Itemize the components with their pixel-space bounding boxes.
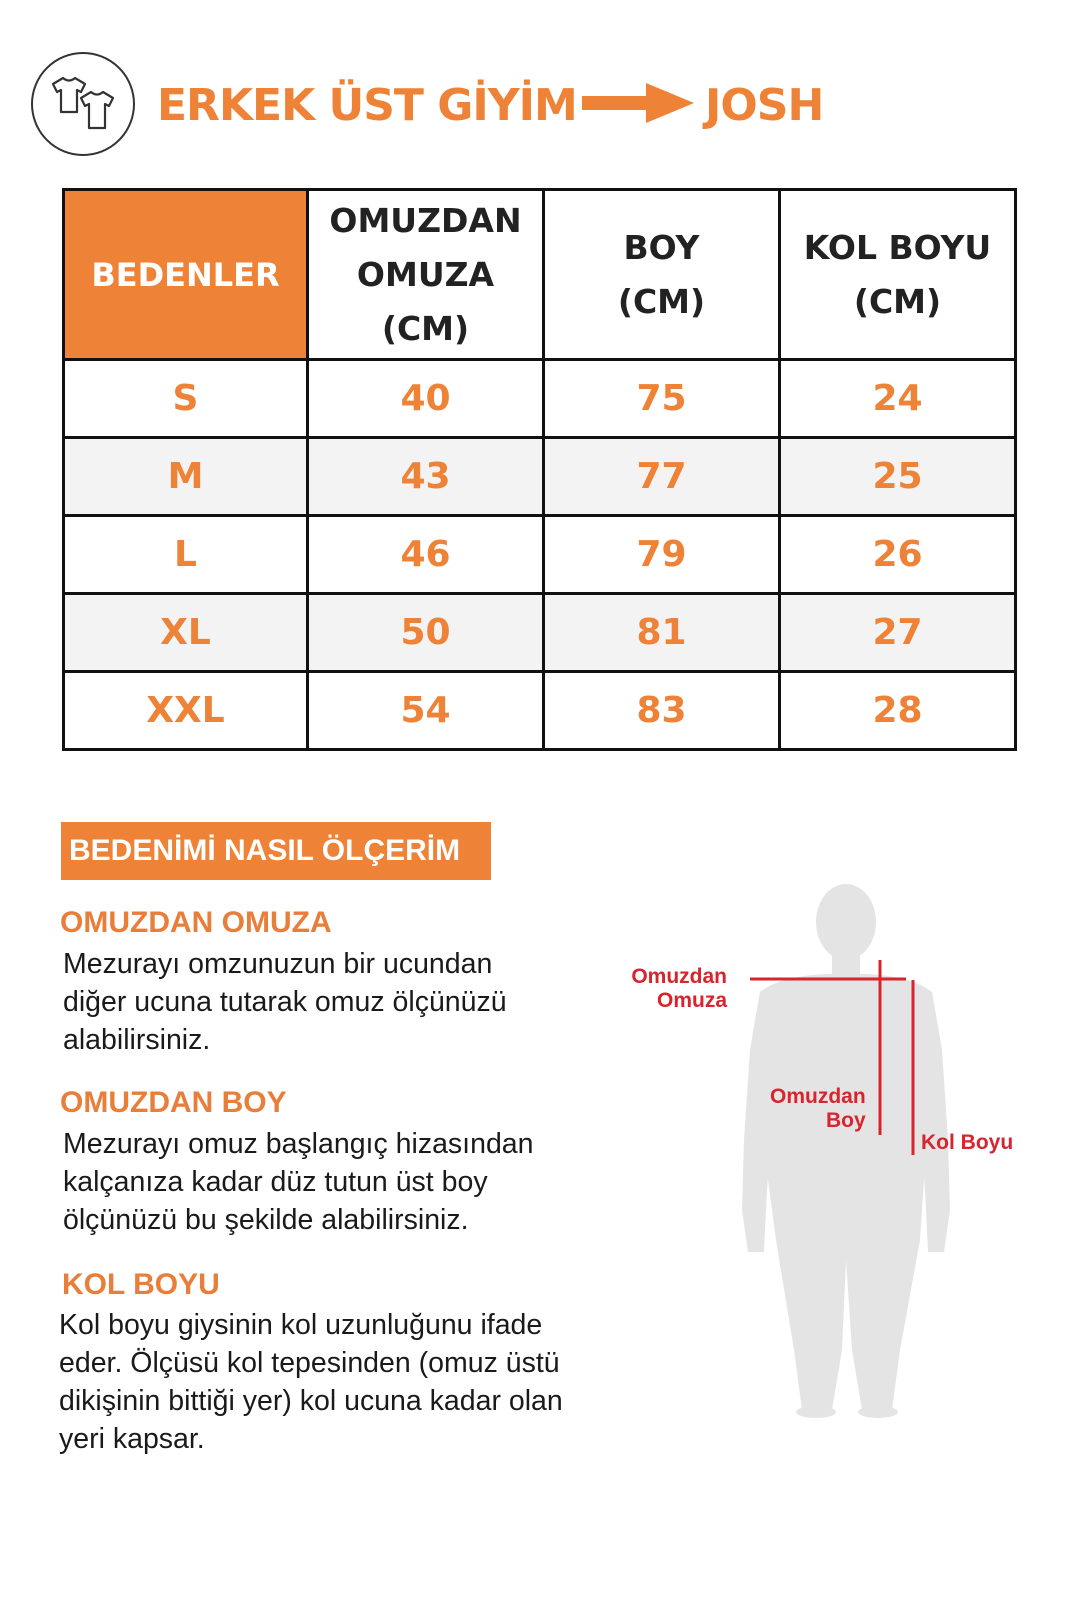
shoulder-cell: 54 bbox=[308, 672, 544, 750]
text-line: dikişinin bittiği yer) kol ucuna kadar olan bbox=[59, 1385, 563, 1417]
length-cell: 79 bbox=[544, 516, 780, 594]
label-line: Omuzdan bbox=[631, 965, 728, 988]
size-table bbox=[62, 188, 1017, 751]
text-line: yeri kapsar. bbox=[59, 1423, 205, 1455]
header-shoulder-line2: OMUZA bbox=[356, 254, 495, 294]
table-row bbox=[64, 594, 1016, 672]
text-line: Mezurayı omzunuzun bir ucundan bbox=[63, 948, 493, 980]
shoulder-description bbox=[63, 945, 507, 1059]
sleeve-label: Kol Boyu bbox=[921, 1131, 1014, 1154]
table-row bbox=[64, 438, 1016, 516]
sleeve-cell: 25 bbox=[780, 438, 1016, 516]
sleeve-cell: 24 bbox=[780, 360, 1016, 438]
page-title: ERKEK ÜST GİYİM bbox=[157, 80, 577, 131]
sleeve-cell: 26 bbox=[780, 516, 1016, 594]
size-cell: XXL bbox=[64, 672, 308, 750]
text-line: ölçünüzü bu şekilde alabilirsiniz. bbox=[63, 1204, 469, 1236]
text-line: alabilirsiniz. bbox=[63, 1024, 211, 1056]
shoulder-label bbox=[631, 965, 727, 1013]
tshirts-logo bbox=[31, 52, 135, 156]
length-cell: 83 bbox=[544, 672, 780, 750]
sleeve-cell: 27 bbox=[780, 594, 1016, 672]
how-to-measure-banner: BEDENİMİ NASIL ÖLÇERİM bbox=[61, 822, 491, 880]
length-description bbox=[63, 1125, 534, 1239]
shoulder-cell: 43 bbox=[308, 438, 544, 516]
table-row bbox=[64, 516, 1016, 594]
header-length bbox=[544, 190, 780, 360]
shoulder-cell: 50 bbox=[308, 594, 544, 672]
header-shoulder bbox=[308, 190, 544, 360]
sleeve-description bbox=[59, 1306, 563, 1458]
arrow-right-icon bbox=[582, 83, 694, 123]
header-sleeve-line2: (CM) bbox=[853, 281, 942, 321]
shoulder-cell: 46 bbox=[308, 516, 544, 594]
size-cell: L bbox=[64, 516, 308, 594]
text-line: Kol boyu giysinin kol uzunluğunu ifade bbox=[59, 1309, 543, 1341]
text-line: Mezurayı omuz başlangıç hizasından bbox=[63, 1128, 534, 1160]
text-line: diğer ucuna tutarak omuz ölçünüzü bbox=[63, 986, 507, 1018]
label-line: Omuza bbox=[657, 989, 728, 1012]
brand-name: JOSH bbox=[705, 80, 824, 131]
length-cell: 81 bbox=[544, 594, 780, 672]
header-shoulder-line3: (CM) bbox=[381, 308, 470, 348]
label-line: Omuzdan bbox=[770, 1085, 866, 1108]
table-row bbox=[64, 360, 1016, 438]
header-sizes bbox=[64, 190, 308, 360]
text-line: eder. Ölçüsü kol tepesinden (omuz üstü bbox=[59, 1347, 560, 1379]
tshirts-icon bbox=[33, 54, 133, 154]
header-sleeve-line1: KOL BOYU bbox=[803, 227, 992, 267]
body-measurement-figure bbox=[630, 880, 1070, 1470]
size-cell: XL bbox=[64, 594, 308, 672]
shoulder-cell: 40 bbox=[308, 360, 544, 438]
length-label bbox=[768, 1085, 866, 1133]
size-cell: S bbox=[64, 360, 308, 438]
header-length-line2: (CM) bbox=[617, 281, 706, 321]
label-line: Boy bbox=[826, 1109, 866, 1132]
header-length-line1: BOY bbox=[623, 227, 700, 267]
sleeve-heading: KOL BOYU bbox=[62, 1268, 220, 1301]
shoulder-heading: OMUZDAN OMUZA bbox=[60, 906, 332, 939]
size-cell: M bbox=[64, 438, 308, 516]
length-cell: 75 bbox=[544, 360, 780, 438]
sleeve-cell: 28 bbox=[780, 672, 1016, 750]
header-sleeve bbox=[780, 190, 1016, 360]
length-heading: OMUZDAN BOY bbox=[60, 1086, 287, 1119]
header-sizes-label: BEDENLER bbox=[91, 255, 280, 294]
length-cell: 77 bbox=[544, 438, 780, 516]
table-row bbox=[64, 672, 1016, 750]
header-shoulder-line1: OMUZDAN bbox=[329, 200, 522, 240]
text-line: kalçanıza kadar düz tutun üst boy bbox=[63, 1166, 488, 1198]
table-header-row bbox=[64, 190, 1016, 360]
